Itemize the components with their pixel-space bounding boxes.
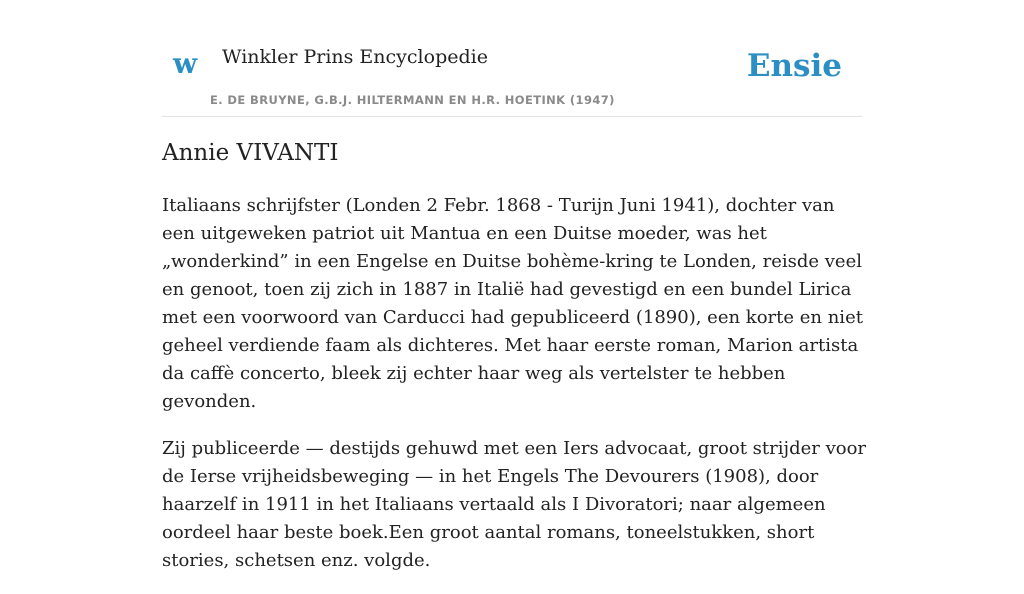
article-paragraph: Italiaans schrijfster (Londen 2 Febr. 1868 - Turijn Juni 1941), dochter van een uitgeweken patriot uit Mantua en een Duitse moeder, was het „wonderkind” in een Engelse en Duitse bohème-kring te Londen, reisde veel en genoot, toen zij zich in 1887 in Italië had gevestigd en een bundel Lirica met een voorwoord van Carducci had gepubliceerd (1890), een korte en niet geheel verdiende faam als dichteres. Met haar eerste roman, Marion artista da caffè concerto, bleek zij echter haar weg als vertelster te hebben gevonden. [162, 195, 863, 412]
article-body [162, 192, 870, 594]
brand-logo[interactable]: Ensie [746, 48, 842, 84]
site-header [162, 0, 862, 117]
article-title: Annie VIVANTI [162, 140, 339, 166]
authors-line: E. DE BRUYNE, G.B.J. HILTERMANN EN H.R. HOETINK (1947) [210, 93, 615, 107]
site-title[interactable]: Winkler Prins Encyclopedie [222, 46, 488, 68]
article-paragraph: Zij publiceerde — destijds gehuwd met een Iers advocaat, groot strijder voor de Ierse vrijheidsbeweging — in het Engels The Devourers (1908), door haarzelf in 1911 in het Italiaans vertaald als I Divoratori; naar algemeen oordeel haar beste boek.Een groot aantal romans, toneelstukken, short stories, schetsen enz. volgde. [162, 438, 867, 571]
site-logo[interactable]: w [173, 47, 198, 80]
